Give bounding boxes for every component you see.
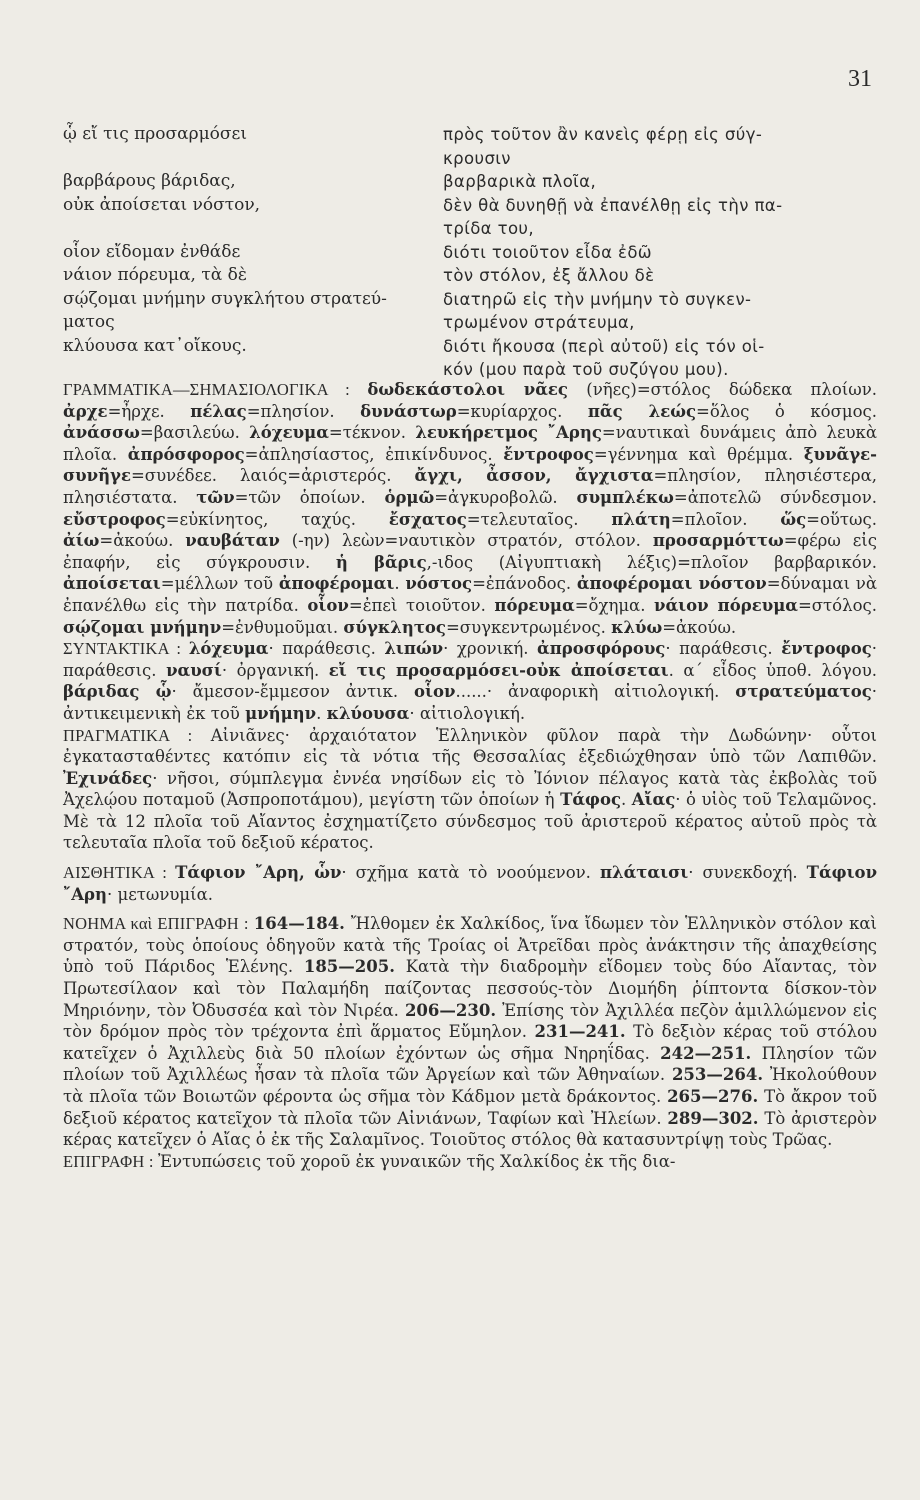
factual-notes: [63, 725, 877, 855]
verse-line: [63, 288, 878, 312]
verse-line: [63, 217, 878, 241]
note-text: . α΄ εἶδος ὑποθ. λόγου.: [668, 660, 877, 680]
verse-translation-block: [63, 123, 878, 382]
note-text: ......· ἀναφορικὴ αἰτιολογική.: [455, 682, 736, 702]
verse-line: [63, 335, 878, 359]
note-text: Τὸ ἀριστερὸν κέρας κατεῖχεν ὁ Αἴας ὁ ἐκ τῆς Σαλαμῖνος. Τοιοῦτος στόλος θὰ κατασυντρίψῃ τοὺς Τρῶας.: [63, 1108, 877, 1150]
note-text: .: [394, 574, 406, 594]
note-text: =βασιλεύω.: [139, 423, 250, 443]
note-text: =ναυτικαὶ δυνάμεις ἀπὸ λευκὰ πλοῖα.: [63, 423, 877, 464]
note-text: Κατὰ τὴν διαδρομὴν εἴδομεν τοὺς δύο Αἴαντας, τὸν Πρωτεσίλαον καὶ τὸν Παλαμήδη παίζοντας πεσσούς-τὸν Διομήδη ῥίπτοντα δίσκον-τὸν Μηριόνην, τὸν Ὀδυσσέα καὶ τὸν Νιρέα.: [63, 957, 878, 1020]
note-term: τῶν: [196, 487, 235, 507]
note-term: 253—264.: [671, 1065, 764, 1085]
note-text: · αἰτιολογική.: [409, 703, 526, 723]
note-term: ναυσί: [166, 660, 222, 680]
note-term: ἔντροφος: [781, 639, 872, 659]
note-term: πέλας: [190, 401, 247, 421]
note-term: ἀπρόσφορος: [127, 444, 245, 464]
note-term: πόρευμα: [494, 595, 575, 615]
translation-text: κρουσιν: [443, 148, 511, 168]
grammatical-notes: [63, 379, 877, 638]
section-heading: ΑΙΣΘΗΤΙΚΑ :: [63, 863, 176, 883]
note-text: · ὀργανική.: [221, 660, 329, 680]
note-term: στρατεύματος: [735, 682, 872, 702]
verse-line: [63, 147, 878, 171]
translation-text: διότι ἤκουσα (περὶ αὐτοῦ) εἰς τόν οἱ-: [443, 336, 765, 356]
note-term: ὥς: [780, 509, 807, 529]
note-term: μνήμην: [245, 703, 317, 723]
note-text: Αἰνιᾶνες· ἀρχαιότατον Ἑλληνικὸν φῦλον παρὰ τὴν Δωδώνην· οὗτοι ἐγκατασταθέντες κατόπιν εἰς τὰ νότια τῆς Θεσσαλίας ἐξεδιώχθησαν ὑπὸ τῶν Λαπιθῶν.: [63, 725, 877, 767]
original-verse-text: οὐκ ἀποίσεται νόστον,: [63, 194, 261, 215]
note-text: · ἀντικειμενικὴ ἐκ τοῦ: [63, 682, 877, 723]
note-text: .: [316, 703, 327, 723]
note-term: πλάταισι: [599, 863, 689, 883]
note-text: · ὁ υἱὸς τοῦ Τελαμῶνος. Μὲ τὰ 12 πλοῖα τοῦ Αἴαντος ἐσχηματίζετο σύνδεσμος τοῦ ἀριστεροῦ κέρατος αὐτοῦ πρὸς τὰ τελευταῖα πλοῖα τοῦ δεξιοῦ κέρατος.: [63, 790, 877, 853]
section-heading: ΓΡΑΜΜΑΤΙΚΑ—ΣΗΜΑΣΙΟΛΟΓΙΚΑ :: [63, 380, 368, 399]
note-text: · ἄμεσον-ἔμμεσον ἀντικ.: [171, 682, 414, 702]
note-text: Τὸ δεξιὸν κέρας τοῦ στόλου κατεῖχεν ὁ Ἀχιλλεὺς διὰ 50 πλοίων ἐχόντων ὡς σῆμα Νηρηΐδας.: [63, 1022, 877, 1063]
note-term: 265—276.: [667, 1087, 759, 1106]
note-text: =συνέδεε.: [130, 466, 241, 486]
note-term: 289—302.: [667, 1108, 759, 1128]
translation-text: δὲν θὰ δυνηθῇ νὰ ἐπανέλθῃ εἰς τὴν πα-: [443, 195, 783, 215]
note-text: Ἤλθομεν ἐκ Χαλκίδος, ἵνα ἴδωμεν τὸν Ἑλληνικὸν στόλον καὶ στρατόν, τοὺς ὁποίους ὁδηγοῦν κατὰ τῆς Τροίας οἱ Ἀτρεῖδαι πρὸς ἀνάκτησιν τῆς ἀπαχθείσης ὑπὸ τοῦ Πάριδος Ἑλένης.: [63, 914, 877, 977]
note-term: συμπλέκω: [576, 487, 674, 507]
note-text: =κυρίαρχος.: [456, 401, 588, 421]
verse-line: [63, 264, 878, 288]
note-text: · παράθεσις.: [63, 639, 877, 680]
note-term: Τάφος: [560, 790, 622, 810]
note-term: πᾶς λεώς: [587, 401, 697, 421]
note-term: δυνάστωρ: [360, 401, 457, 421]
note-term: 164—184.: [253, 914, 345, 934]
note-term: κλύουσα: [326, 703, 410, 723]
note-term: ἀποφέρομαι: [278, 574, 395, 594]
note-text: · νῆσοι, σύμπλεγμα ἐννέα νησίδων εἰς τὸ Ἰόνιον πέλαγος κατὰ τὰς ἐκβολὰς τοῦ Ἀχελῴου ποταμοῦ (Ἀσπροποτάμου), μεγίστη τῶν ὁποίων ἡ: [63, 768, 877, 810]
note-term: προσαρμόττω: [652, 531, 784, 551]
section-heading: ΕΠΙΓΡΑΦΗ :: [63, 1151, 158, 1171]
translation-text: βαρβαρικὰ πλοῖα,: [443, 172, 597, 191]
note-term: οἷον: [307, 595, 349, 615]
section-heading: ΣΥΝΤΑΚΤΙΚΑ :: [63, 639, 189, 659]
note-text: =ἀπλησίαστος, ἐπικίνδυνος.: [244, 444, 504, 464]
note-term: βάριδας ᾧ: [63, 682, 172, 702]
note-term: ἀίω: [63, 531, 100, 551]
note-text: =μέλλων τοῦ: [160, 574, 279, 594]
section-heading: ΠΡΑΓΜΑΤΙΚΑ :: [63, 725, 211, 745]
note-text: =τελευταῖος.: [466, 509, 612, 529]
note-term: λόχευμα: [249, 423, 329, 443]
note-text: · παράθεσις.: [268, 639, 385, 659]
aesthetic-notes: [63, 862, 877, 905]
page-number: 31: [848, 66, 872, 92]
commentary-notes: [63, 379, 877, 1172]
note-text: =πλησίον.: [246, 401, 361, 421]
note-term: ὁρμῶ: [384, 487, 435, 507]
translation-text: κόν (μου παρὰ τοῦ συζύγου μου).: [443, 360, 729, 379]
note-term: λιπών: [384, 639, 444, 659]
note-text: λαιός=ἀριστερός.: [240, 466, 415, 486]
note-text: =ἀκούω.: [662, 617, 737, 637]
note-text: (νῆες)=στόλος δώδεκα πλοίων.: [567, 380, 877, 399]
note-term: πλάτη: [611, 509, 671, 529]
note-term: νόστος: [405, 574, 473, 594]
translation-text: διατηρῶ εἰς τὴν μνήμην τὸ συγκεν-: [443, 289, 752, 309]
original-verse-text: σῴζομαι μνήμην συγκλήτου στρατεύ-: [63, 288, 387, 309]
section-heading: ΝΟΗΜΑ καὶ ΕΠΙΓΡΑΦΗ :: [63, 914, 254, 934]
verse-line: [63, 241, 878, 265]
note-text: =δύναμαι νὰ ἐπανέλθω εἰς τὴν πατρίδα.: [63, 574, 877, 615]
note-text: Ἠκολούθουν τὰ πλοῖα τῶν Βοιωτῶν φέροντα ὡς σῆμα τὸν Κάδμον μετὰ δράκοντος.: [63, 1065, 877, 1106]
note-term: εἴ τις προσαρμόσει-οὐκ ἀποίσεται: [328, 660, 669, 680]
note-text: Τὸ ἄκρον τοῦ δεξιοῦ κέρατος κατεῖχον τὰ πλοῖα τῶν Αἰνιάνων, Ταφίων καὶ Ἠλείων.: [63, 1087, 878, 1128]
note-text: · χρονική.: [443, 639, 538, 659]
translation-text: τὸν στόλον, ἐξ ἄλλου δὲ: [443, 266, 655, 285]
original-verse-text: ματος: [63, 312, 115, 332]
verse-line: [63, 170, 878, 194]
note-term: ἀνάσσω: [63, 423, 140, 443]
note-text: · σχῆμα κατὰ τὸ νοούμενον.: [341, 863, 600, 883]
meaning-and-title: [63, 913, 877, 1151]
note-text: =τῶν ὁποίων.: [234, 487, 385, 507]
note-term: δωδεκάστολοι νᾶες: [367, 380, 568, 399]
note-term: ἀπροσφόρους: [537, 639, 666, 659]
note-term: εὔστροφος: [63, 509, 166, 529]
original-verse-text: κλύουσα κατ᾽οἴκους.: [63, 335, 247, 356]
note-term: οἷον: [414, 682, 456, 702]
verse-line: [63, 194, 878, 218]
note-term: Τάφιον ῎Αρη, ὧν: [175, 863, 342, 883]
note-text: · μετωνυμία.: [107, 884, 214, 904]
note-term: ἄγχι, ἆσσον, ἄγχιστα: [414, 466, 654, 486]
syntactic-notes: [63, 638, 877, 724]
original-verse-text: ᾧ εἴ τις προσαρμόσει: [63, 124, 247, 144]
translation-text: διότι τοιοῦτον εἶδα ἐδῶ: [443, 242, 653, 262]
note-text: Ἐντυπώσεις τοῦ χοροῦ ἐκ γυναικῶν τῆς Χαλκίδος ἐκ τῆς δια-: [157, 1151, 676, 1171]
note-term: 185—205.: [303, 957, 395, 977]
original-verse-text: οἷον εἴδομαν ἐνθάδε: [63, 241, 241, 262]
note-text: =ὄχημα.: [574, 595, 655, 615]
note-text: =στόλος.: [797, 595, 877, 615]
note-text: =ἦρχε.: [107, 401, 191, 421]
note-term: κλύω: [611, 617, 663, 637]
note-term: ἀρχε: [63, 401, 108, 421]
verse-line: [63, 311, 878, 335]
note-text: =ἐπεὶ τοιοῦτον.: [348, 595, 495, 615]
note-term: Ἐχινάδες: [63, 768, 153, 788]
title-notes: [63, 1151, 877, 1173]
note-term: λευκήρετμος ῎Αρης: [415, 423, 602, 443]
note-text: =εὐκίνητος, ταχύς.: [165, 509, 389, 529]
note-term: ξυνᾶγε-συνῆγε: [63, 444, 877, 486]
note-text: =ἐπάνοδος.: [472, 574, 577, 594]
note-term: 231—241.: [534, 1022, 626, 1042]
note-text: =γέννημα καὶ θρέμμα.: [593, 444, 804, 464]
note-text: =πλησίον, πλησιέστερα, πλησιέστατα.: [63, 466, 878, 507]
note-term: ἡ βᾶρις: [335, 552, 427, 572]
note-text: Πλησίον τῶν πλοίων τοῦ Ἀχιλλέως ἦσαν τὰ πλοῖα τῶν Ἀργείων καὶ τῶν Ἀθηναίων.: [63, 1043, 877, 1085]
note-text: Ἐπίσης τὸν Ἀχιλλέα πεζὸν ἁμιλλώμενον εἰς τὸν δρόμον πρὸς τὸν τρέχοντα ἐπὶ ἅρματος Εὔμηλον.: [63, 1000, 877, 1042]
note-text: .: [621, 790, 632, 810]
translation-text: πρὸς τοῦτον ἂν κανεὶς φέρῃ εἰς σύγ-: [443, 125, 763, 144]
note-text: =φέρω εἰς ἐπαφήν, εἰς σύγκρουσιν.: [63, 531, 877, 572]
verse-line: [63, 358, 878, 382]
note-term: ἔντροφος: [503, 444, 594, 464]
note-term: Αἴας: [631, 790, 676, 810]
verse-line: [63, 123, 878, 147]
note-term: 242—251.: [660, 1043, 752, 1063]
note-text: =ἀποτελῶ σύνδεσμον.: [673, 487, 877, 507]
note-text: · συνεκδοχή.: [688, 863, 807, 883]
note-text: (-ην) λεὼν=ναυτικὸν στρατόν, στόλον.: [279, 531, 653, 551]
note-term: Τάφιον ῎Αρη: [63, 863, 878, 904]
note-term: σῴζομαι μνήμην: [63, 617, 222, 637]
note-term: ἔσχατος: [388, 509, 467, 529]
note-text: =συγκεντρωμένος.: [445, 617, 612, 637]
note-term: νάιον πόρευμα: [654, 595, 798, 615]
note-text: ,-ιδος (Αἰγυπτιακὴ λέξις)=πλοῖον βαρβαρικόν.: [426, 552, 877, 572]
note-term: λόχευμα: [188, 639, 269, 659]
note-term: 206—230.: [404, 1000, 497, 1020]
note-term: ἀποίσεται: [63, 574, 161, 594]
note-text: =οὕτως.: [806, 509, 877, 529]
note-text: =πλοῖον.: [670, 509, 781, 529]
note-text: =ἀγκυροβολῶ.: [434, 487, 577, 507]
note-text: · παράθεσις.: [665, 639, 782, 659]
original-verse-text: βαρβάρους βάριδας,: [63, 171, 236, 191]
translation-text: τρωμένον στράτευμα,: [443, 313, 635, 332]
note-text: =τέκνον.: [328, 423, 416, 443]
note-term: σύγκλητος: [343, 617, 446, 637]
translation-text: τρίδα του,: [443, 219, 535, 238]
note-term: ναυβάταν: [185, 531, 280, 551]
note-text: =ὅλος ὁ κόσμος.: [696, 401, 878, 421]
note-text: =ἐνθυμοῦμαι.: [221, 617, 344, 637]
note-term: ἀποφέρομαι νόστον: [576, 574, 767, 594]
original-verse-text: νάιον πόρευμα, τὰ δὲ: [63, 265, 247, 285]
note-text: =ἀκούω.: [99, 531, 186, 551]
